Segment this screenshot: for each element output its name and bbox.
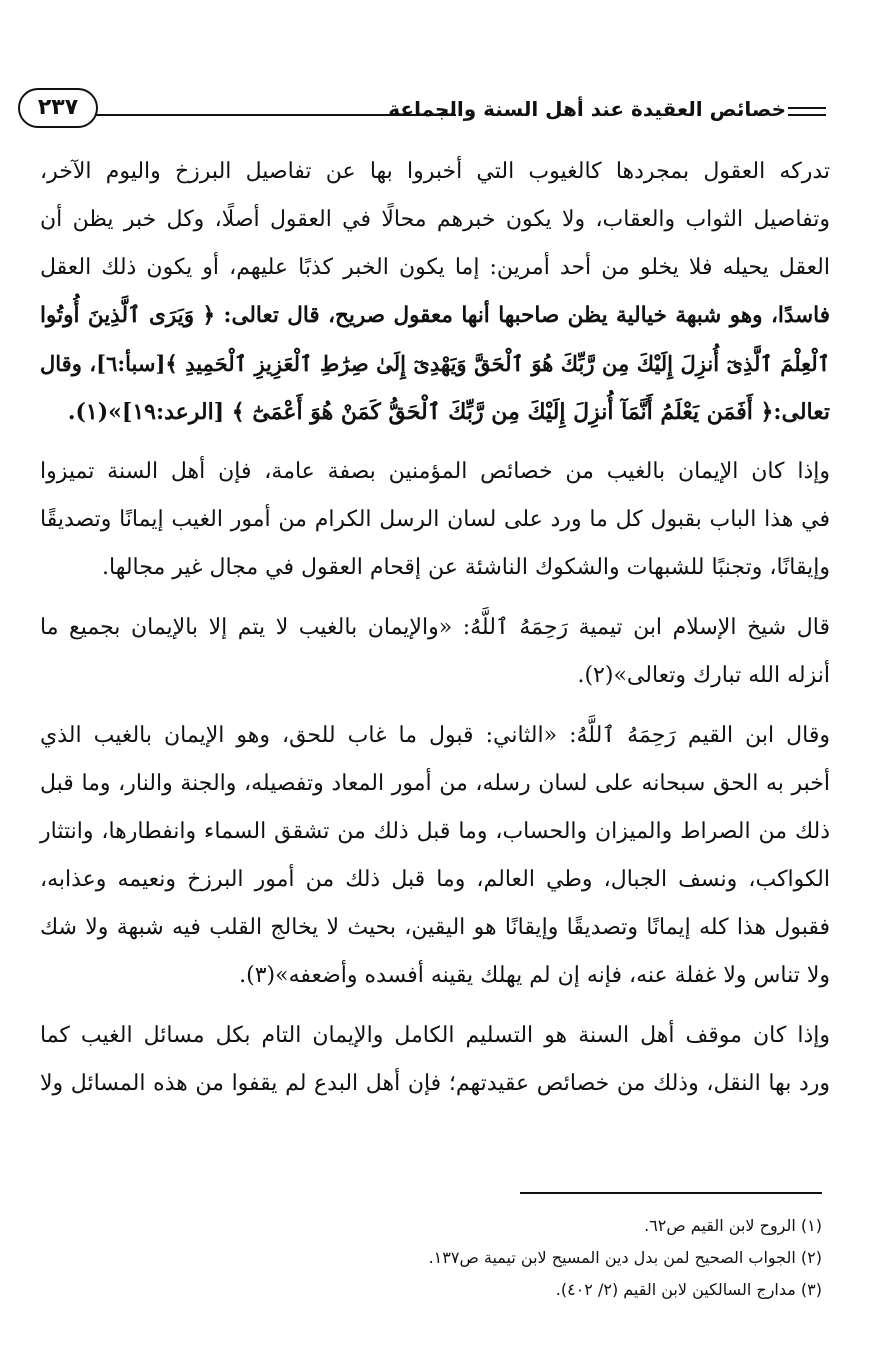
body-text [40,148,830,1120]
text-line: وإذا كان الإيمان بالغيب من خصائص المؤمنين بصفة عامة، فإن أهل السنة تميزوا [40,459,830,484]
paragraph-2 [40,448,830,592]
text-line-quran: ٱلْعِلْمَ ٱلَّذِىٓ أُنزِلَ إِلَيْكَ مِن رَّبِّكَ هُوَ ٱلْحَقَّ وَيَهْدِىٓ إِلَىٰ صِرَٰطِ ٱلْعَزِيزِ ٱلْحَمِيدِ ﴾[سبأ:٦]، وقال [40,351,830,376]
text-line: ورد بها النقل، وذلك من خصائص عقيدتهم؛ فإن أهل البدع لم يقفوا من هذه المسائل ولا [40,1071,830,1096]
header-rule-right-top [788,107,826,109]
text-line: ولا تناس ولا غفلة عنه، فإنه إن لم يهلك يقينه أفسده وأضعفه»(٣). [239,963,830,988]
text-line: في هذا الباب بقبول كل ما ورد على لسان الرسل الكرام من أمور الغيب إيمانًا وتصديقًا [40,507,830,532]
text-line: الكواكب، ونسف الجبال، وطي العالم، وما قبل ذلك من أمور البرزخ ونعيمه وعذابه، [40,867,830,892]
text-line-quran: فاسدًا، وهو شبهة خيالية يظن صاحبها أنها معقول صريح، قال تعالى: ﴿ وَيَرَى ٱلَّذِينَ أُوتُوا [40,303,830,328]
text-line: قال شيخ الإسلام ابن تيمية رَحِمَهُ ٱللَّهُ: «والإيمان بالغيب لا يتم إلا بالإيمان بجميع ما [40,615,830,640]
text-line: وإيقانًا، وتجنبًا للشبهات والشكوك الناشئة عن إقحام العقول في مجال غير مجالها. [102,555,830,580]
footnote-1: (١) الروح لابن القيم ص٦٢. [644,1216,822,1235]
text-line: تدركه العقول بمجردها كالغيوب التي أخبروا بها عن تفاصيل البرزخ واليوم الآخر، [40,159,830,184]
running-title: خصائص العقيدة عند أهل السنة والجماعة [388,97,786,121]
text-line: ذلك من الصراط والميزان والحساب، وما قبل ذلك من تشقق السماء وانفطارها، وانتثار [40,819,830,844]
text-line: العقل يحيله فلا يخلو من أحد أمرين: إما يكون الخبر كذبًا عليهم، أو يكون ذلك العقل [40,255,830,280]
text-line: أخبر به الحق سبحانه على لسان رسله، من أمور المعاد وتفصيله، والجنة والنار، وما قبل [40,771,830,796]
page-number: ٢٣٧ [18,88,98,128]
running-header [18,88,830,136]
header-rule-right-bottom [788,114,826,116]
text-line: وقال ابن القيم رَحِمَهُ ٱللَّهُ: «الثاني: قبول ما غاب للحق، وهو الإيمان بالغيب الذي [40,723,830,748]
text-line: فقبول هذا كله إيمانًا وتصديقًا وإيقانًا هو اليقين، بحيث لا يخالج القلب فيه شبهة ولا شك [40,915,830,940]
text-line: أنزله الله تبارك وتعالى»(٢). [577,663,830,688]
text-line-quran: تعالى:﴿ أَفَمَن يَعْلَمُ أَنَّمَآ أُنزِلَ إِلَيْكَ مِن رَّبِّكَ ٱلْحَقُّ كَمَنْ هُوَ أَعْمَىٰٓ ﴾ [الرعد:١٩]»(١). [67,399,830,425]
footnote-2: (٢) الجواب الصحيح لمن بدل دين المسيح لابن تيمية ص١٣٧. [428,1248,822,1267]
paragraph-1 [40,148,830,436]
paragraph-3 [40,604,830,700]
paragraph-4 [40,712,830,1000]
text-line: وإذا كان موقف أهل السنة هو التسليم الكامل والإيمان التام بكل مسائل الغيب كما [40,1023,830,1048]
footnotes [40,1210,822,1306]
footnote-3: (٣) مدارج السالكين لابن القيم (٢/ ٤٠٢). [555,1280,822,1299]
paragraph-5 [40,1012,830,1108]
text-line: وتفاصيل الثواب والعقاب، ولا يكون خبرهم محالًا في العقول أصلًا، وكل خبر يظن أن [40,207,830,232]
footnote-separator [520,1192,822,1194]
